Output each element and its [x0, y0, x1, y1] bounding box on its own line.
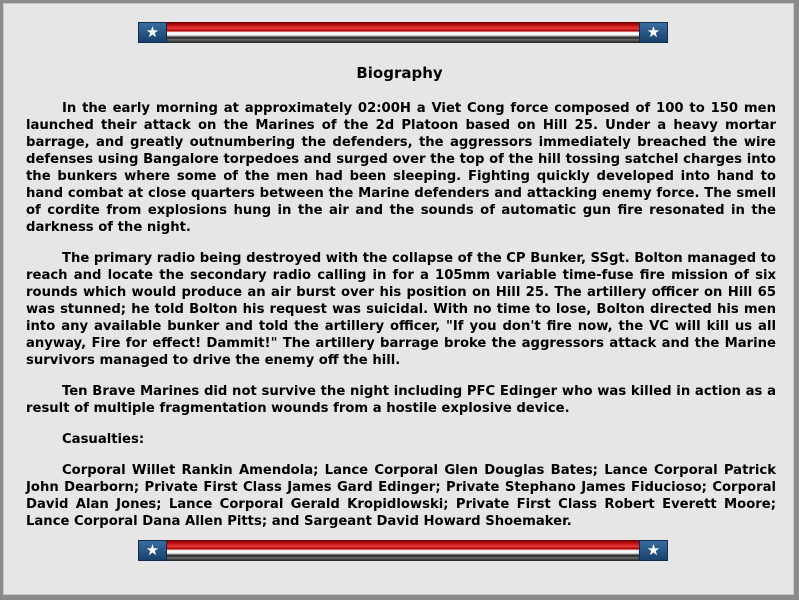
star-icon: ★ [639, 22, 668, 43]
flag-stripes [167, 540, 639, 561]
paragraph-radio: The primary radio being destroyed with the collapse of the CP Bunker, SSgt. Bolton managed to reach and locate the secondary radio calling in for a 105mm variable time-fuse fire mission of six rounds which would produce an air burst over his position on Hill 25. The artillery officer on Hill 65 was stunned; he told Bolton his request was suicidal. With no time to lose, Bolton directed his men into any available bunker and told the artillery officer, "If you don't fire now, the VC will kill us all anyway, Fire for effect! Dammit!" The artillery barrage broke the aggressors attack and the Marine survivors managed to drive the enemy off the hill. [26, 251, 776, 368]
casualties-list: Corporal Willet Rankin Amendola; Lance Corporal Glen Douglas Bates; Lance Corporal Patrick John Dearborn; Private First Class James Gard Edinger; Private Stephano James Fiducioso; Corporal David Alan Jones; Lance Corporal Gerald Kropidlowski; Private First Class Robert Everett Moore; Lance Corporal Dana Allen Pitts; and Sargeant David Howard Shoemaker. [26, 463, 776, 529]
star-icon: ★ [639, 540, 668, 561]
page-frame [3, 3, 794, 595]
paragraph-attack: In the early morning at approximately 02:00H a Viet Cong force composed of 100 to 150 men launched their attack on the Marines of the 2d Platoon based on Hill 25. Under a heavy mortar barrage, and greatly outnumbering the defenders, the aggressors immediately breached the wire defenses using Bangalore torpedoes and surged over the top of the hill tossing satchel charges into the bunkers where some of the men had been sleeping. Fighting quickly developed into hand to hand combat at close quarters between the Marine defenders and attacking enemy force. The smell of cordite from explosions hung in the air and the sounds of automatic gun fire resonated in the darkness of the night. [26, 101, 776, 235]
casualties-label: Casualties: [62, 432, 145, 447]
star-icon: ★ [138, 22, 167, 43]
paragraph-losses: Ten Brave Marines did not survive the night including PFC Edinger who was killed in action as a result of multiple fragmentation wounds from a hostile explosive device. [26, 384, 776, 416]
flag-stripes [167, 22, 639, 43]
top-flag-banner [138, 22, 668, 43]
bottom-flag-banner [138, 540, 668, 561]
star-icon: ★ [138, 540, 167, 561]
page-title: Biography [356, 64, 443, 82]
biography-text [26, 100, 776, 544]
